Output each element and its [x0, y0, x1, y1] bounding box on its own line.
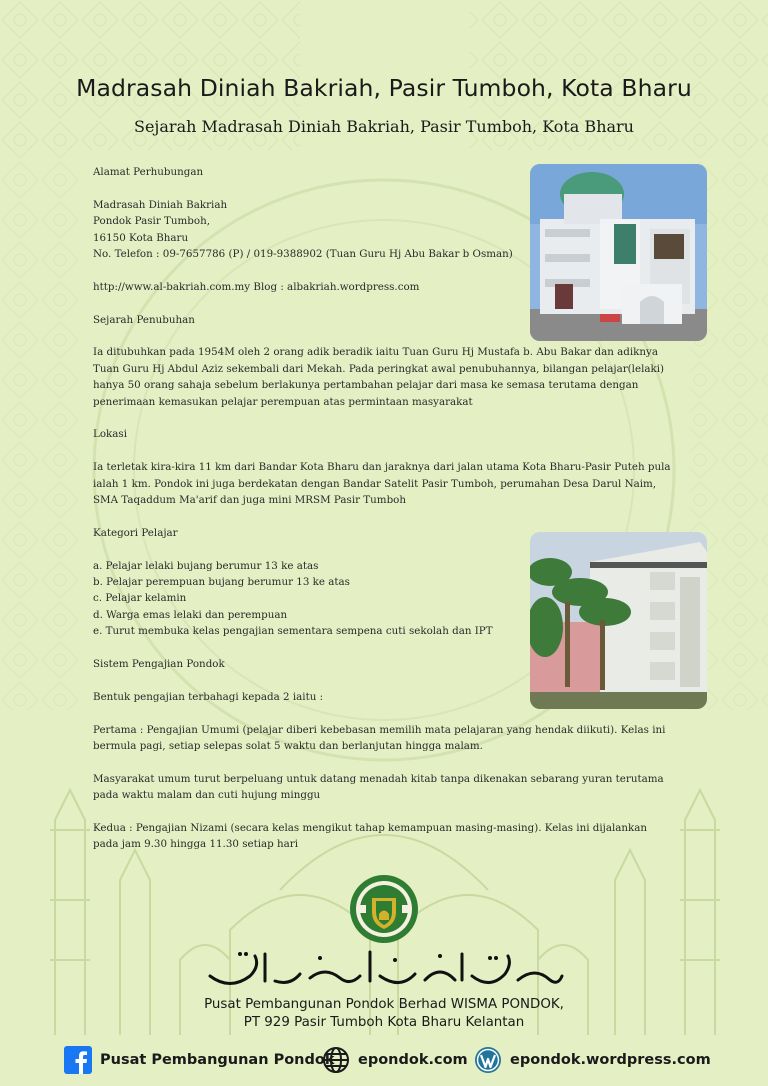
system-public-line: Masyarakat umum turut berpeluang untuk datang menadah kitab tanpa dikenakan sebarang yuran terutama — [93, 772, 664, 785]
history-line: Tuan Guru Hj Abdul Aziz sekembali dari Mekah. Pada peringkat awal penubuhannya, bilangan pelajar(lelaki) — [93, 362, 665, 375]
facebook-icon — [64, 1046, 92, 1074]
organization-address — [0, 996, 768, 1032]
contact-line: 16150 Kota Bharu — [93, 231, 189, 244]
footer — [0, 1040, 768, 1080]
contact-line: Pondok Pasir Tumboh, — [93, 215, 210, 228]
location-line: ialah 1 km. Pondok ini juga berdekatan dengan Bandar Satelit Pasir Tumboh, perumahan Desa Darul Naim, — [93, 477, 657, 490]
dormitory-photo — [530, 532, 707, 709]
contact-phone: No. Telefon : 09-7657786 (P) / 019-9388902 (Tuan Guru Hj Abu Bakar b Osman) — [93, 248, 513, 261]
contact-web: http://www.al-bakriah.com.my Blog : albakriah.wordpress.com — [93, 280, 420, 293]
categories-heading: Kategori Pelajar — [93, 526, 178, 539]
category-item: d. Warga emas lelaki dan perempuan — [93, 608, 288, 621]
system-second-line: Kedua : Pengajian Nizami (secara kelas mengikut tahap kemampuan masing-masing). Kelas ini dijalankan — [93, 822, 648, 835]
system-public-line: pada waktu malam dan cuti hujung minggu — [93, 789, 321, 802]
website-link[interactable] — [322, 1046, 468, 1074]
wordpress-link[interactable] — [474, 1046, 711, 1074]
location-heading: Lokasi — [93, 428, 127, 441]
category-item: a. Pelajar lelaki bujang berumur 13 ke atas — [93, 559, 319, 572]
page-subtitle: Sejarah Madrasah Diniah Bakriah, Pasir Tumboh, Kota Bharu — [134, 117, 634, 136]
organization-line: PT 929 Pasir Tumboh Kota Bharu Kelantan — [243, 1015, 525, 1030]
history-line: penerimaan kemasukan pelajar perempuan atas permintaan masyarakat — [93, 395, 473, 408]
location-line: Ia terletak kira-kira 11 km dari Bandar Kota Bharu dan jaraknya dari jalan utama Kota Bharu-Pasir Puteh pula — [93, 461, 671, 474]
history-line: hanya 50 orang sahaja sebelum berlakunya pertambahan pelajar dari masa ke semasa terutama dengan — [93, 379, 639, 392]
system-first-line: bermula pagi, setiap selepas solat 5 waktu dan berlanjutan hingga malam. — [93, 740, 483, 753]
wordpress-label: epondok.wordpress.com — [510, 1052, 711, 1068]
history-line: Ia ditubuhkan pada 1954M oleh 2 orang adik beradik iaitu Tuan Guru Hj Mustafa b. Abu Bakar dan adiknya — [93, 346, 659, 359]
system-intro: Bentuk pengajian terbahagi kepada 2 iaitu : — [93, 690, 324, 703]
system-heading: Sistem Pengajian Pondok — [93, 658, 225, 671]
contact-line: Madrasah Diniah Bakriah — [93, 198, 228, 211]
arabic-calligraphy — [200, 946, 568, 992]
facebook-link[interactable] — [64, 1046, 334, 1074]
organization-line: Pusat Pembangunan Pondok Berhad WISMA PONDOK, — [204, 997, 564, 1012]
system-second-line: pada jam 9.30 hingga 11.30 setiap hari — [93, 838, 299, 851]
system-first-line: Pertama : Pengajian Umumi (pelajar diberi kebebasan memilih mata pelajaran yang hendak diikuti). Kelas ini — [93, 723, 666, 736]
website-label: epondok.com — [358, 1052, 468, 1068]
globe-icon — [322, 1046, 350, 1074]
category-item: b. Pelajar perempuan bujang berumur 13 ke atas — [93, 576, 350, 589]
history-heading: Sejarah Penubuhan — [93, 313, 195, 326]
building-photo — [530, 164, 707, 341]
wordpress-icon — [474, 1046, 502, 1074]
location-line: SMA Taqaddum Ma'arif dan juga mini MRSM Pasir Tumboh — [93, 494, 406, 507]
contact-heading: Alamat Perhubungan — [93, 166, 204, 178]
facebook-label: Pusat Pembangunan Pondok — [100, 1052, 335, 1068]
category-item: c. Pelajar kelamin — [93, 592, 187, 605]
category-item: e. Turut membuka kelas pengajian sementara sempena cuti sekolah dan IPT — [93, 625, 493, 638]
page-title: Madrasah Diniah Bakriah, Pasir Tumboh, Kota Bharu — [76, 74, 692, 102]
organization-logo — [349, 874, 419, 944]
